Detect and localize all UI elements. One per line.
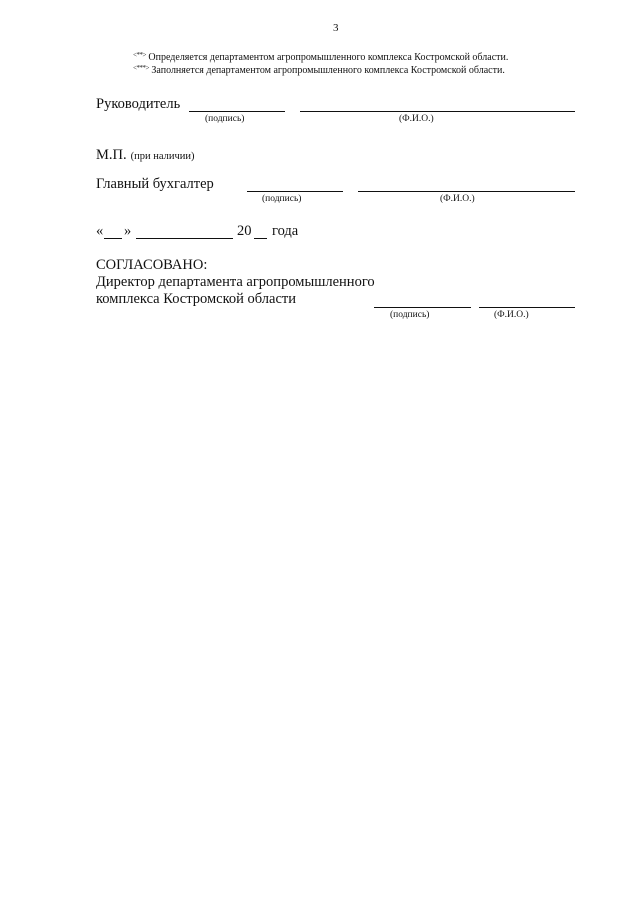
date-close-quote: »: [124, 223, 132, 239]
accountant-name-caption: (Ф.И.О.): [440, 194, 475, 204]
footnote-1-mark: <**>: [133, 51, 146, 59]
head-name-line: [300, 111, 575, 112]
accountant-name-line: [358, 191, 575, 192]
footnote-1-text: Определяется департаментом агропромышленного комплекса Костромской области.: [148, 52, 509, 63]
stamp-label: М.П.: [96, 147, 127, 163]
approval-name-line: [479, 307, 575, 308]
page-number: 3: [333, 22, 339, 34]
footnote-2-text: Заполняется департаментом агропромышленного комплекса Костромской области.: [151, 65, 505, 76]
stamp-line: [96, 146, 194, 164]
footnote-2-mark: <***>: [133, 64, 149, 72]
accountant-signature-caption: (подпись): [262, 194, 302, 204]
date-year-prefix: 20: [237, 223, 252, 239]
date-day-line: [104, 238, 122, 239]
approval-signature-line: [374, 307, 471, 308]
stamp-note: (при наличии): [130, 151, 195, 162]
footnote-1: [133, 52, 508, 63]
head-name-caption: (Ф.И.О.): [399, 114, 434, 124]
head-signature-caption: (подпись): [205, 114, 245, 124]
accountant-label: Главный бухгалтер: [96, 176, 214, 192]
accountant-signature-line: [247, 191, 343, 192]
date-open-quote: «: [96, 223, 104, 239]
approval-title-line-1: Директор департамента агропромышленного: [96, 274, 375, 290]
approval-signature-caption: (подпись): [390, 310, 430, 320]
date-month-line: [136, 238, 233, 239]
date-year-line: [254, 238, 267, 239]
head-label: Руководитель: [96, 96, 181, 112]
approval-name-caption: (Ф.И.О.): [494, 310, 529, 320]
approval-title-line-2: комплекса Костромской области: [96, 291, 297, 307]
footnote-2: [133, 65, 505, 76]
head-signature-line: [189, 111, 285, 112]
approval-heading: СОГЛАСОВАНО:: [96, 257, 208, 273]
date-year-suffix: года: [272, 223, 299, 239]
